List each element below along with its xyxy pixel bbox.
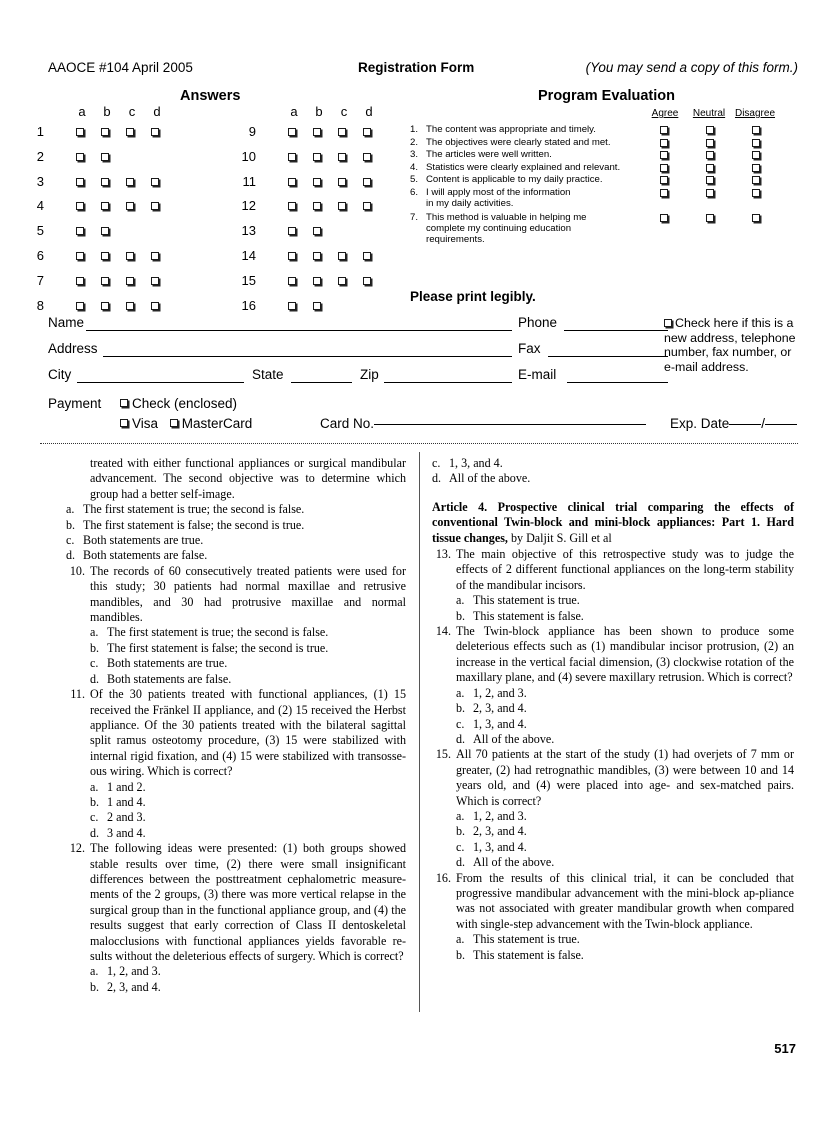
answer-checkbox-1a[interactable] (76, 128, 84, 136)
answer-options (456, 809, 794, 871)
answer-checkbox-6a[interactable] (76, 252, 84, 260)
answer-checkbox-11b[interactable] (313, 178, 321, 186)
answer-checkbox-8a[interactable] (76, 302, 84, 310)
answer-row-number: 1 (36, 124, 44, 139)
exp-month-input[interactable] (729, 424, 761, 425)
answer-option (456, 686, 794, 701)
option-letter: c. (456, 839, 465, 854)
answer-checkbox-1d[interactable] (151, 128, 159, 136)
card-number-label: Card No. (320, 416, 375, 431)
answer-options (90, 625, 406, 687)
option-text: This statement is true. (473, 593, 580, 608)
answer-checkbox-4b[interactable] (101, 202, 109, 210)
evaluation-checkbox-7-neutral[interactable] (706, 214, 714, 222)
answer-checkbox-9d[interactable] (363, 128, 371, 136)
answer-checkbox-3c[interactable] (126, 178, 134, 186)
header-issue-label: AAOCE #104 April 2005 (48, 60, 193, 75)
option-text: This statement is true. (473, 932, 580, 947)
answer-checkbox-12a[interactable] (288, 202, 296, 210)
option-text: 1 and 4. (107, 794, 146, 809)
answer-checkbox-1b[interactable] (101, 128, 109, 136)
answer-checkbox-8c[interactable] (126, 302, 134, 310)
option-text: All of the above. (449, 471, 531, 486)
answer-checkbox-15a[interactable] (288, 277, 296, 285)
evaluation-item-text: Content is applicable to my daily practice. (426, 174, 603, 186)
answer-checkbox-11c[interactable] (338, 178, 346, 186)
option-letter: b. (90, 640, 100, 655)
option-letter: a. (90, 779, 99, 794)
state-input[interactable] (291, 382, 352, 383)
evaluation-section-title: Program Evaluation (538, 88, 675, 104)
answer-checkbox-16a[interactable] (288, 302, 296, 310)
answer-option (90, 780, 406, 795)
answer-checkbox-5b[interactable] (101, 227, 109, 235)
answer-checkbox-13a[interactable] (288, 227, 296, 235)
answer-row-number: 11 (242, 173, 256, 189)
answer-options (432, 456, 794, 487)
answer-row-number: 10 (241, 148, 256, 164)
question-continuation-text: treated with either functional appliances or surgical mandibular advancement. The second objective was to determine which group had a better self-image. (90, 456, 406, 501)
answer-row-number: 12 (241, 198, 256, 214)
new-address-notice[interactable] (664, 316, 800, 374)
answer-checkbox-15d[interactable] (363, 277, 371, 285)
option-text: The first statement is false; the second is true. (107, 640, 329, 655)
option-letter: a. (456, 685, 465, 700)
program-evaluation-block (410, 108, 800, 250)
question-number: 14. (435, 624, 451, 639)
answer-checkbox-6d[interactable] (151, 252, 159, 260)
answer-checkbox-3b[interactable] (101, 178, 109, 186)
answer-options (456, 932, 794, 963)
question-text: From the results of this clinical trial, it can be concluded that progressive mandibular advancement with the mini-block ap-pliance was not associated with greater mandibular growth when compared with single-step advancement with the Twin-block appliance. (456, 870, 794, 931)
option-letter: b. (90, 794, 100, 809)
email-label: E-mail (518, 367, 557, 382)
answer-row-number: 2 (36, 148, 44, 164)
quiz-question (66, 687, 406, 841)
scale-header-neutral: Neutral (692, 108, 726, 119)
answer-option (90, 964, 406, 979)
evaluation-checkbox-2-disagree[interactable] (752, 139, 760, 147)
answer-option (66, 518, 406, 533)
answer-row-number: 16 (241, 297, 256, 313)
evaluation-item-number: 2. (410, 136, 419, 148)
answers-header-a: a (78, 104, 86, 119)
answer-checkbox-2a[interactable] (76, 153, 84, 161)
article-heading (432, 500, 794, 546)
option-text: The first statement is true; the second is false. (83, 502, 305, 517)
option-letter: d. (456, 855, 466, 870)
page-header (48, 60, 798, 80)
answer-option (456, 840, 794, 855)
option-letter: c. (90, 656, 99, 671)
answer-checkbox-11a[interactable] (288, 178, 296, 186)
answer-checkbox-11d[interactable] (363, 178, 371, 186)
zip-label: Zip (360, 367, 379, 382)
evaluation-row (410, 137, 800, 150)
card-number-input[interactable] (374, 424, 646, 425)
answer-checkbox-5a[interactable] (76, 227, 84, 235)
check-checkbox[interactable] (120, 399, 128, 407)
evaluation-scale-headers (410, 108, 800, 124)
answer-checkbox-10b[interactable] (313, 153, 321, 161)
evaluation-item-number: 4. (410, 161, 419, 173)
answer-option (456, 948, 794, 963)
evaluation-checkbox-6-neutral[interactable] (706, 189, 714, 197)
option-text: 3 and 4. (107, 825, 146, 840)
answer-option (90, 625, 406, 640)
quiz-question (432, 547, 794, 624)
answer-checkbox-10c[interactable] (338, 153, 346, 161)
answer-option (456, 824, 794, 839)
option-letter: a. (90, 625, 99, 640)
question-number: 15. (435, 747, 451, 762)
evaluation-row (410, 162, 800, 175)
answer-row-number: 8 (36, 297, 44, 313)
answer-row-number: 13 (241, 223, 256, 239)
answer-row-number: 3 (36, 173, 44, 189)
answer-option (456, 809, 794, 824)
question-text: All 70 patients at the start of the study (1) had overjets of 7 mm or greater, (2) had retrognathic mandibles, (3) were between 10 and 14 years old, and (4) were placed into age- and sex-matched pairs. Which is correct? (456, 747, 794, 808)
answers-header-c: c (340, 104, 348, 119)
answer-checkbox-9c[interactable] (338, 128, 346, 136)
answer-checkbox-10d[interactable] (363, 153, 371, 161)
quiz-question (432, 624, 794, 747)
evaluation-checkbox-1-agree[interactable] (660, 126, 668, 134)
fax-label: Fax (518, 341, 541, 356)
option-letter: c. (90, 810, 99, 825)
evaluation-checkbox-4-neutral[interactable] (706, 164, 714, 172)
question-number: 10. (69, 563, 85, 578)
zip-input[interactable] (384, 382, 512, 383)
new-address-notice-text: Check here if this is a new address, telephone number, fax number, or e-mail address. (664, 316, 796, 374)
answer-checkbox-15c[interactable] (338, 277, 346, 285)
answer-option (456, 593, 794, 608)
option-letter: c. (66, 533, 75, 548)
option-letter: b. (456, 608, 466, 623)
option-letter: a. (456, 593, 465, 608)
evaluation-checkbox-3-agree[interactable] (660, 151, 668, 159)
answer-option (456, 732, 794, 747)
new-address-checkbox[interactable] (664, 319, 672, 327)
answer-option (90, 826, 406, 841)
answers-header-d: d (153, 104, 161, 119)
option-letter: b. (456, 824, 466, 839)
evaluation-item-number: 7. (410, 212, 419, 224)
payment-label: Payment (48, 396, 102, 411)
answer-option (90, 810, 406, 825)
evaluation-item-text: The articles were well written. (426, 149, 552, 161)
option-text: 2, 3, and 4. (107, 979, 161, 994)
option-text: This statement is false. (473, 608, 584, 623)
answer-option (90, 641, 406, 656)
answer-checkbox-12b[interactable] (313, 202, 321, 210)
answer-option (90, 672, 406, 687)
answer-option (90, 656, 406, 671)
fax-input[interactable] (548, 356, 668, 357)
option-text: The first statement is false; the second is true. (83, 517, 305, 532)
evaluation-row (410, 187, 800, 212)
option-text: 1, 3, and 4. (473, 839, 527, 854)
answer-row-number: 5 (36, 223, 44, 239)
mastercard-option-label: MasterCard (181, 416, 253, 431)
option-letter: d. (456, 731, 466, 746)
answer-options (90, 780, 406, 842)
check-option-label: Check (enclosed) (132, 396, 238, 411)
article-byline: by Daljit S. Gill et al (507, 530, 612, 545)
option-letter: d. (432, 471, 442, 486)
answer-row-number: 4 (36, 198, 44, 214)
answers-header-c: c (128, 104, 136, 119)
answer-row-number: 15 (241, 272, 256, 288)
answer-checkbox-7a[interactable] (76, 277, 84, 285)
option-letter: a. (456, 932, 465, 947)
answer-checkbox-14b[interactable] (313, 252, 321, 260)
phone-input[interactable] (564, 330, 668, 331)
answer-checkbox-12c[interactable] (338, 202, 346, 210)
option-text: 2, 3, and 4. (473, 701, 527, 716)
evaluation-checkbox-1-disagree[interactable] (752, 126, 760, 134)
answer-checkbox-10a[interactable] (288, 153, 296, 161)
answer-row-number: 14 (241, 247, 256, 263)
answer-checkbox-8d[interactable] (151, 302, 159, 310)
answer-checkbox-8b[interactable] (101, 302, 109, 310)
option-text: 1, 2, and 3. (473, 685, 527, 700)
quiz-question (66, 564, 406, 687)
question-text: The records of 60 consecutively treated patients were used for this study; 30 patients had normal maxillae and retrusive mandibles, and 30 had protrusive maxillae and normal mandibles. (90, 563, 406, 625)
option-text: 1, 3, and 4. (473, 716, 527, 731)
evaluation-checkbox-7-disagree[interactable] (752, 214, 760, 222)
evaluation-checkbox-2-agree[interactable] (660, 139, 668, 147)
answer-option (456, 609, 794, 624)
email-input[interactable] (567, 382, 668, 383)
answer-checkbox-13b[interactable] (313, 227, 321, 235)
answer-options (90, 964, 406, 995)
option-text: 2 and 3. (107, 810, 146, 825)
answer-checkbox-16b[interactable] (313, 302, 321, 310)
payment-options-cards[interactable] (120, 416, 252, 431)
answers-header-b: b (103, 104, 111, 119)
address-input[interactable] (103, 356, 512, 357)
option-text: All of the above. (473, 855, 555, 870)
answer-option (90, 980, 406, 995)
option-letter: d. (90, 671, 100, 686)
evaluation-checkbox-1-neutral[interactable] (706, 126, 714, 134)
exp-year-input[interactable] (765, 424, 797, 425)
answers-header-a: a (290, 104, 298, 119)
quiz-right-column (432, 456, 794, 963)
answer-checkbox-9a[interactable] (288, 128, 296, 136)
answer-checkbox-7d[interactable] (151, 277, 159, 285)
evaluation-checkbox-5-neutral[interactable] (706, 176, 714, 184)
option-letter: b. (66, 517, 76, 532)
answer-checkbox-1c[interactable] (126, 128, 134, 136)
option-letter: a. (456, 808, 465, 823)
option-text: Both statements are true. (107, 656, 228, 671)
article-title: Article 4. Prospective clinical trial comparing the effects of conventional Twin-block and mini-block appliances: Part 1. Hard tissue changes, (432, 499, 794, 545)
evaluation-item-number: 6. (410, 186, 419, 198)
answer-checkbox-14d[interactable] (363, 252, 371, 260)
option-text: 1, 2, and 3. (107, 964, 161, 979)
question-number: 11. (70, 687, 85, 702)
evaluation-row (410, 149, 800, 162)
answer-option (66, 533, 406, 548)
exp-date-label: Exp. Date (670, 416, 730, 431)
answer-checkbox-4d[interactable] (151, 202, 159, 210)
option-text: 1, 3, and 4. (449, 456, 503, 470)
option-text: This statement is false. (473, 947, 584, 962)
option-letter: d. (66, 548, 76, 563)
answer-options (66, 502, 406, 564)
evaluation-row (410, 212, 800, 250)
option-letter: c. (432, 456, 441, 470)
answer-option (456, 701, 794, 716)
evaluation-item-text: The objectives were clearly stated and met. (426, 136, 611, 148)
answer-options (456, 593, 794, 624)
question-text: Of the 30 patients treated with functional appliances, (1) 15 received the Fränkel II appliance, and (2) 15 received the Herbst appliance. Of the 30 patients treated with the bilateral sagittal split ramus osteotomy procedure, (3) 15 were stabilized with internal rigid fixation, and (4) 15 were stabilized with transosse-ous wiring. Which is correct? (90, 687, 406, 779)
quiz-question (66, 841, 406, 995)
city-input[interactable] (77, 382, 244, 383)
option-text: The first statement is true; the second is false. (107, 625, 329, 640)
answer-option (432, 471, 794, 486)
option-letter: a. (66, 502, 75, 517)
option-letter: b. (456, 947, 466, 962)
evaluation-item-number: 5. (410, 174, 419, 186)
answer-checkbox-14c[interactable] (338, 252, 346, 260)
answer-checkbox-3d[interactable] (151, 178, 159, 186)
option-letter: c. (456, 716, 465, 731)
answer-checkbox-4a[interactable] (76, 202, 84, 210)
answer-checkbox-14a[interactable] (288, 252, 296, 260)
answer-option (456, 717, 794, 732)
evaluation-checkbox-6-disagree[interactable] (752, 189, 760, 197)
answer-checkbox-6c[interactable] (126, 252, 134, 260)
card-number-field[interactable] (320, 416, 646, 431)
answer-option (456, 855, 794, 870)
answer-checkbox-7c[interactable] (126, 277, 134, 285)
option-letter: b. (90, 979, 100, 994)
page-title: Registration Form (358, 60, 475, 75)
option-text: Both statements are false. (83, 548, 208, 563)
evaluation-item-number: 3. (410, 149, 419, 161)
name-label: Name (48, 315, 85, 330)
answers-section-title: Answers (180, 88, 241, 104)
option-text: 2, 3, and 4. (473, 824, 527, 839)
evaluation-item-text: Statistics were clearly explained and relevant. (426, 161, 621, 173)
question-text: The main objective of this retrospective study was to judge the effects of 2 different functional appliances on the long-term stability of the mandibular incisors. (456, 547, 794, 592)
name-input[interactable] (86, 330, 512, 331)
evaluation-checkbox-4-agree[interactable] (660, 164, 668, 172)
option-text: Both statements are false. (107, 671, 232, 686)
question-number: 13. (435, 547, 451, 562)
answer-option (432, 456, 794, 471)
phone-label: Phone (518, 315, 558, 330)
header-note: (You may send a copy of this form.) (585, 60, 798, 75)
option-text: Both statements are true. (83, 533, 204, 548)
answer-checkbox-9b[interactable] (313, 128, 321, 136)
evaluation-checkbox-2-neutral[interactable] (706, 139, 714, 147)
scale-header-disagree: Disagree (734, 108, 776, 119)
answer-options (456, 686, 794, 748)
answer-checkbox-12d[interactable] (363, 202, 371, 210)
visa-checkbox[interactable] (120, 419, 128, 427)
exp-date-field[interactable] (670, 416, 797, 431)
quiz-question (432, 747, 794, 870)
visa-option-label: Visa (132, 416, 159, 431)
answers-header-d: d (365, 104, 373, 119)
quiz-question (432, 871, 794, 963)
form-divider (40, 443, 798, 444)
answer-checkbox-15b[interactable] (313, 277, 321, 285)
option-text: All of the above. (473, 731, 555, 746)
question-text: The following ideas were presented: (1) both groups showed stable results over time, (2) there were small insignificant differences between the posttreatment cephalometric measure-ments of the 2 groups, (3) there was more vertical relapse in the surgical group than in the functional appliance group, and (4) the results suggest that early correction of Class II dentoskeletal malocclusions with functional appliances yields favorable re-sults without the deleterious effects of surgery. Which is correct? (90, 841, 406, 963)
option-letter: b. (456, 701, 466, 716)
evaluation-checkbox-3-disagree[interactable] (752, 151, 760, 159)
option-text: 1, 2, and 3. (473, 808, 527, 823)
exp-separator: / (761, 416, 766, 431)
option-text: 1 and 2. (107, 779, 146, 794)
answer-option (66, 548, 406, 563)
evaluation-item-text: The content was appropriate and timely. (426, 124, 596, 135)
answer-checkbox-7b[interactable] (101, 277, 109, 285)
mastercard-checkbox[interactable] (170, 419, 178, 427)
evaluation-row (410, 124, 800, 137)
evaluation-item-text: This method is valuable in helping me complete my continuing education requirements. (426, 212, 587, 246)
answer-checkbox-6b[interactable] (101, 252, 109, 260)
answer-row-number: 6 (36, 247, 44, 263)
answer-option (456, 932, 794, 947)
payment-option-check[interactable] (120, 396, 237, 411)
evaluation-checkbox-5-agree[interactable] (660, 176, 668, 184)
answer-option (90, 795, 406, 810)
evaluation-checkbox-5-disagree[interactable] (752, 176, 760, 184)
column-divider (419, 452, 420, 1012)
question-text: The Twin-block appliance has been shown to produce some deleterious effects such as (1) mandibular incisor protrusion, (2) an increase in the vertical facial dimension, (3) clockwise rotation of the maxillary plane, and (4) severe maxillary retrusion. Which is correct? (456, 624, 794, 685)
answers-header-b: b (315, 104, 323, 119)
option-letter: d. (90, 825, 100, 840)
answer-row-number: 7 (36, 272, 44, 288)
option-letter: a. (90, 964, 99, 979)
evaluation-checkbox-3-neutral[interactable] (706, 151, 714, 159)
answer-row-number: 9 (248, 124, 256, 139)
print-legibly-notice: Please print legibly. (410, 289, 536, 304)
evaluation-row (410, 174, 800, 187)
city-label: City (48, 367, 72, 382)
question-number: 12. (69, 841, 85, 856)
evaluation-item-text: I will apply most of the information in my daily activities. (426, 186, 571, 209)
evaluation-checkbox-7-agree[interactable] (660, 214, 668, 222)
evaluation-item-number: 1. (410, 124, 419, 135)
state-label: State (252, 367, 284, 382)
page-number: 517 (774, 1041, 796, 1056)
answer-checkbox-3a[interactable] (76, 178, 84, 186)
evaluation-checkbox-4-disagree[interactable] (752, 164, 760, 172)
evaluation-checkbox-6-agree[interactable] (660, 189, 668, 197)
answer-option (66, 502, 406, 517)
answer-checkbox-2b[interactable] (101, 153, 109, 161)
address-label: Address (48, 341, 98, 356)
answer-checkbox-4c[interactable] (126, 202, 134, 210)
quiz-left-column (66, 456, 406, 995)
question-number: 16. (435, 870, 451, 885)
scale-header-agree: Agree (651, 108, 679, 119)
